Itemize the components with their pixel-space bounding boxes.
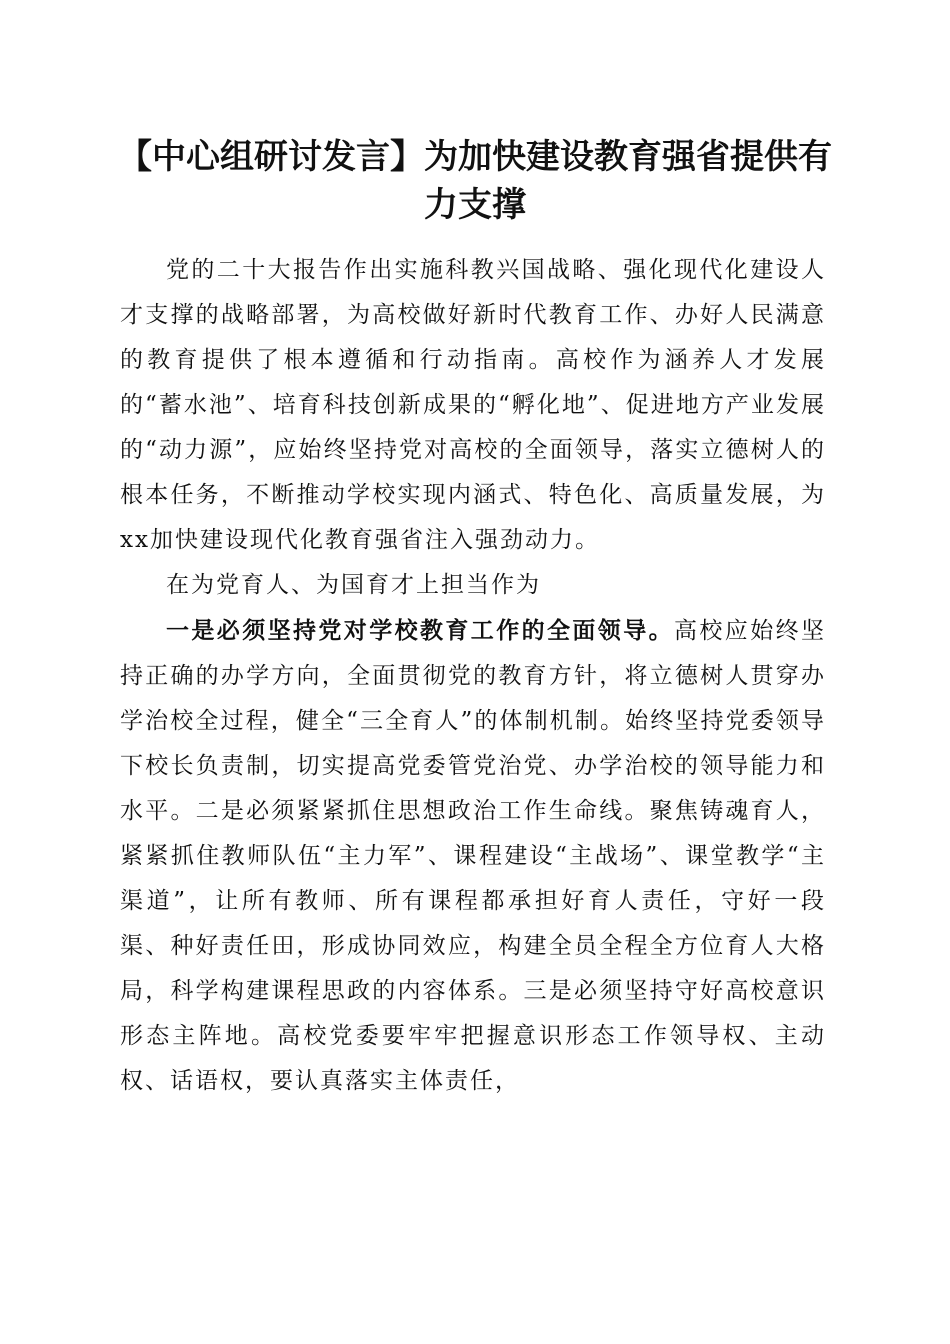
paragraph-intro-text: 党的二十大报告作出实施科教兴国战略、强化现代化建设人才支撑的战略部署，为高校做好新时代教育工作、办好人民满意的教育提供了根本遵循和行动指南。高校作为涵养人才发展的“蓄水池”、培育科技创新成果的“孵化地”、促进地方产业发展的“动力源”，应始终坚持党对高校的全面领导，落实立德树人的根本任务，不断推动学校实现内涵式、特色化、高质量发展，为xx加快建设现代化教育强省注入强劲动力。 [120,257,826,553]
paragraph-intro [120,248,826,563]
paragraph-points-text: 高校应始终坚持正确的办学方向，全面贯彻党的教育方针，将立德树人贯穿办学治校全过程，健全“三全育人”的体制机制。始终坚持党委领导下校长负责制，切实提高党委管党治党、办学治校的领导能力和水平。二是必须紧紧抓住思想政治工作生命线。聚焦铸魂育人，紧紧抓住教师队伍“主力军”、课程建设“主战场”、课堂教学“主渠道”，让所有教师、所有课程都承担好育人责任，守好一段渠、种好责任田，形成协同效应，构建全员全程全方位育人大格局，科学构建课程思政的内容体系。三是必须坚持守好高校意识形态主阵地。高校党委要牢牢把握意识形态工作领导权、主动权、话语权，要认真落实主体责任， [120,618,827,1094]
paragraph-section-heading [120,563,826,608]
document-body [120,248,826,1104]
section-heading-text: 在为党育人、为国育才上担当作为 [166,572,541,598]
document-title: 【中心组研讨发言】为加快建设教育强省提供有力支撑 [118,137,832,225]
paragraph-points [120,608,826,1104]
paragraph-points-lead: 一是必须坚持党对学校教育工作的全面领导。 [166,617,674,644]
